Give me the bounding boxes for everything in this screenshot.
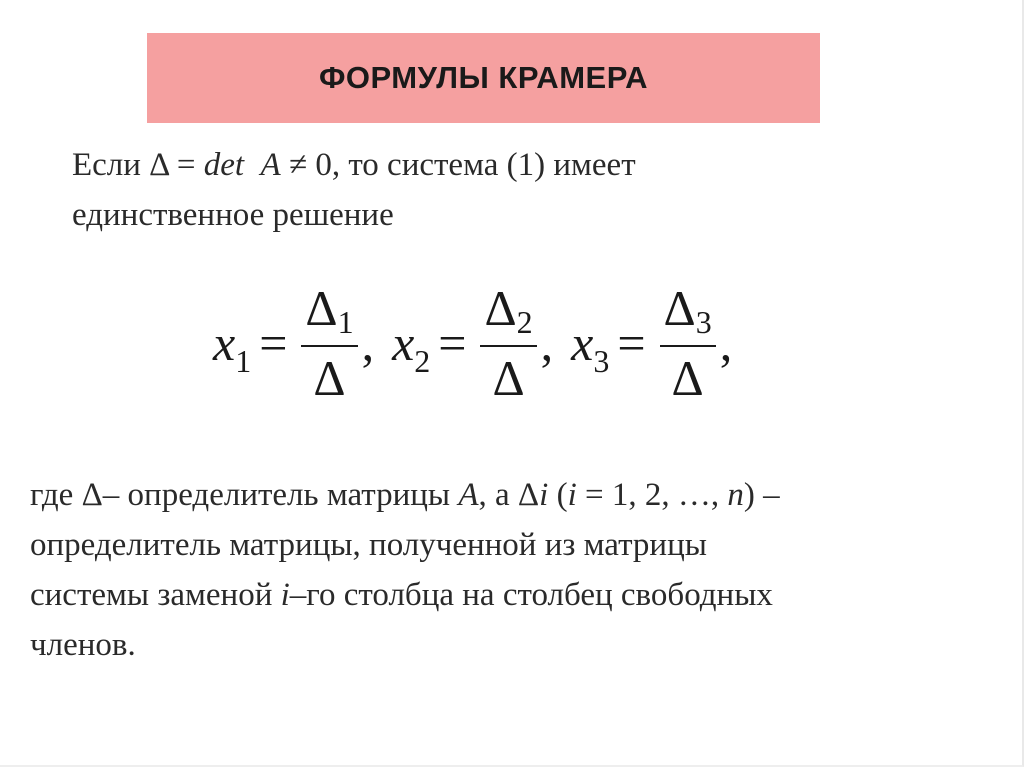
fraction-1: $\frac{\Delta 1}{\Delta}$ [301,279,357,407]
explanation-paragraph [30,470,990,670]
fraction-2: $\frac{\Delta 2}{\Delta}$ [480,279,536,407]
fraction-3: $\frac{\Delta 3}{\Delta}$ [660,279,716,407]
cramer-formula: $x_1$ = $\frac{\Delta 1}{\Delta}$ , $x_2$ = $\frac{\Delta 2}{\Delta}$ , $x_3$ = $\frac{\Delta 3}{\Delta}$ , [213,280,733,406]
equals-sign: = [617,315,646,371]
fraction-bar [480,345,536,347]
equals-sign: = [438,315,467,371]
formula-term-2: $x_2$ [392,315,431,379]
slide-title: ФОРМУЛЫ КРАМЕРА [318,60,649,95]
fraction-bar [660,345,716,347]
equals-sign: = [259,315,288,371]
intro-line-1: Если Δ = det A ≠ 0, то система (1) имеет [72,147,636,183]
title-banner [147,33,820,123]
explanation-line-4: членов. [30,627,136,663]
intro-paragraph [72,140,832,240]
explanation-line-2: определитель матрицы, полученной из матрицы [30,527,707,563]
explanation-line-3: системы заменой i–го столбца на столбец свободных [30,577,773,613]
formula-term-1: $x_1$ [213,315,252,379]
formula-term-3: $x_3$ [571,315,610,379]
explanation-line-1: где Δ– определитель матрицы A, а Δi (i = 1, 2, …, n) – [30,477,780,513]
fraction-bar [301,345,357,347]
intro-line-2: единственное решение [72,197,394,233]
